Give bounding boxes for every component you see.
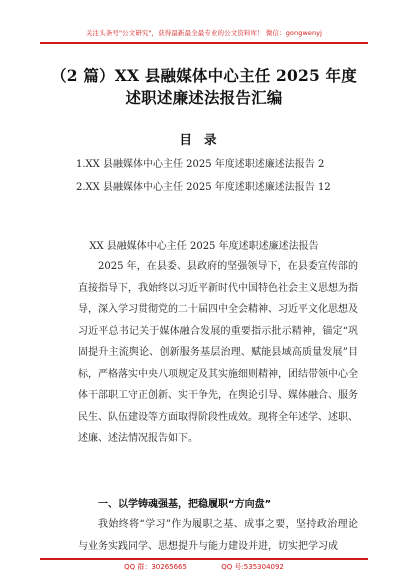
toc-heading: 目录 [179, 132, 229, 147]
header-divider [40, 42, 368, 44]
section-heading: 一、以学铸魂强基，把稳履职“方向盘” [98, 499, 272, 510]
body-paragraph: 我始终将“学习”作为履职之基、成事之要，坚持政治理论与业务实践同学、思想提升与能力建设并进，切实把学习成 [78, 519, 358, 552]
qq-group-label: QQ 群：30265665 [124, 563, 187, 571]
qq-contact-label: QQ 号:535304092 [221, 563, 284, 571]
document-title-line-2: 述职述廉述法报告汇编 [125, 88, 283, 107]
footer-divider [40, 558, 368, 560]
header-note: 关注头条号"公文研究"，获得最新最全最专业的公文资料库！ 微信：gongwenyj [85, 29, 323, 37]
body-paragraph: 2025 年，在县委、县政府的坚强领导下，在县委宣传部的直接指导下，我始终以习近平新时代中国特色社会主义思想为指导，深入学习贯彻党的二十届四中全会精神、习近平文化思想及习近平总书记关于媒体融合发展的重要指示批示精神，锚定“巩固提升主流舆论、创新服务基层治理、赋能县域高质量发展”目标，严格落实中央八项规定及其实施细则精神，团结带领中心全体干部职工守正创新、实干争先，在舆论引导、媒体融合、服务民生、队伍建设等方面取得阶段性成效。现将全年述学、述职、述廉、述法情况报告如下。 [78, 261, 358, 444]
toc-item[interactable]: 1.XX 县融媒体中心主任 2025 年度述职述廉述法报告 2 [76, 159, 325, 170]
footer-note [0, 562, 408, 572]
toc-item[interactable]: 2.XX 县融媒体中心主任 2025 年度述职述廉述法报告 12 [76, 182, 331, 193]
document-title-line-1: （2 篇）XX 县融媒体中心主任 2025 年度 [51, 66, 357, 85]
report-title: XX 县融媒体中心主任 2025 年度述职述廉述法报告 [89, 241, 319, 252]
